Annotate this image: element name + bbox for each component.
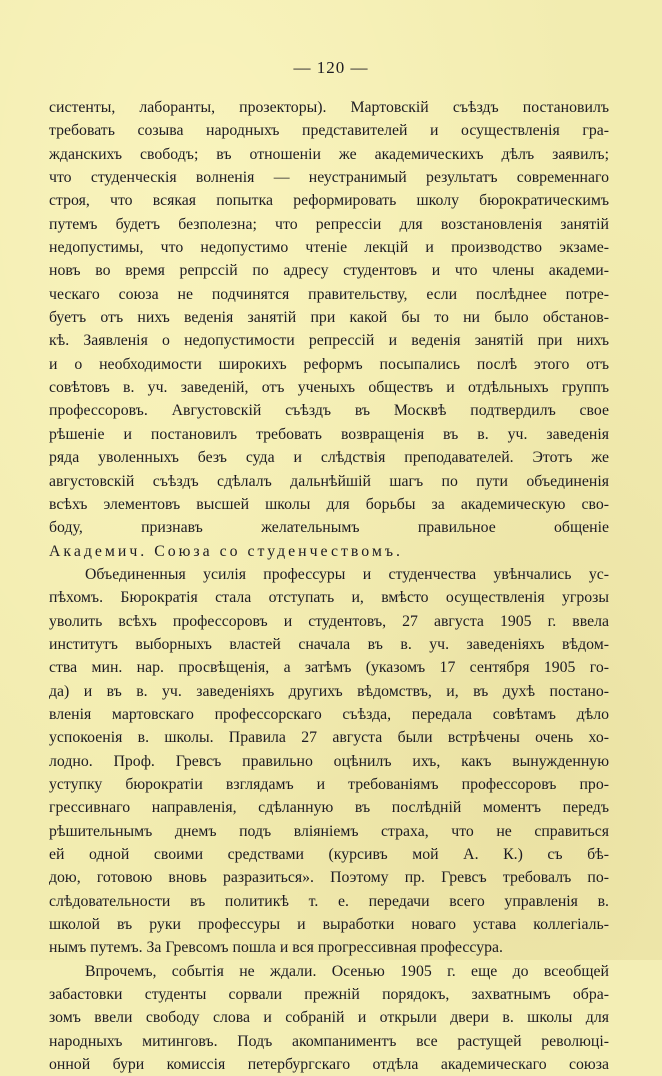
- text-line: ряда уволенныхъ безъ суда и слѣдствія преподавателей. Этотъ же: [49, 449, 609, 467]
- text-line: успокоенія в. школы. Правила 27 августа были встрѣчены очень хо-: [49, 729, 609, 747]
- text-line: забастовки студенты сорвали прежній порядокъ, захватнымъ обра-: [49, 986, 609, 1004]
- text-line: зомъ ввели свободу слова и собраній и открыли двери в. школы для: [49, 1009, 609, 1027]
- text-line: Объединенныя усилія профессуры и студенчества увѣнчались ус-: [85, 565, 609, 583]
- text-line: систенты, лаборанты, прозекторы). Мартовскій съѣздъ постановилъ: [49, 99, 609, 116]
- text-line: что студенческія волненія — неустранимый результатъ современнаго: [49, 169, 609, 187]
- text-line: августовскій съѣздъ сдѣлалъ дальнѣйшій шагъ по пути объединенія: [49, 472, 609, 490]
- text-line: рѣшительнымъ днемъ подъ вліяніемъ страха, что не справиться: [49, 822, 609, 840]
- body-text: [49, 96, 609, 1076]
- text-line: совѣтовъ в. уч. заведеній, отъ ученыхъ обществъ и отдѣльныхъ группъ: [49, 379, 609, 397]
- text-line: строя, что всякая попытка реформировать школу бюрократическимъ: [49, 192, 609, 210]
- text-line: жданскихъ свободъ; въ отношеніи же академическихъ дѣлъ заявилъ;: [49, 145, 609, 163]
- text-line: да) и въ в. уч. заведеніяхъ другихъ вѣдомствъ, и, въ духѣ постано-: [49, 682, 609, 700]
- text-line: новъ во время репрссій по адресу студентовъ и что члены академи-: [49, 262, 609, 280]
- text-line: ческаго союза не подчинятся правительству, если послѣднее потре-: [49, 285, 609, 303]
- text-line: Академич. Союза со студенчествомъ.: [49, 542, 403, 560]
- text-line: грессивнаго направленія, сдѣланную въ послѣдній моментъ передъ: [49, 799, 609, 817]
- text-line: профессоровъ. Августовскій съѣздъ въ Москвѣ подтвердилъ свое: [49, 402, 609, 420]
- text-line: школой въ руки профессуры и выработки новаго устава коллегіаль-: [49, 916, 609, 934]
- text-line: уволить всѣхъ профессоровъ и студентовъ, 27 августа 1905 г. ввела: [49, 612, 609, 630]
- text-line: боду, признавъ желательнымъ правильное общеніе: [49, 519, 609, 537]
- text-line: ей одной своими средствами (курсивъ мой А. К.) съ бѣ-: [49, 846, 609, 863]
- text-line: буетъ отъ нихъ веденія занятій при какой бы то ни было обстанов-: [49, 309, 609, 327]
- page-number: — 120 —: [293, 58, 369, 77]
- text-line: всѣхъ элементовъ высшей школы для борьбы за академическую сво-: [49, 495, 609, 513]
- text-line: и о необходимости широкихъ реформъ посыпались послѣ этого отъ: [49, 355, 609, 373]
- text-line: рѣшеніе и постановилъ требовать возвращенія въ в. уч. заведенія: [49, 425, 609, 443]
- text-line: недопустимы, что недопустимо чтеніе лекцій и производство экзаме-: [49, 239, 609, 257]
- text-line: институтъ выборныхъ властей сначала въ в. уч. заведеніяхъ вѣдом-: [49, 635, 609, 653]
- text-line: народныхъ митинговъ. Подъ акомпаниментъ все растущей революці-: [49, 1032, 609, 1050]
- text-line: слѣдовательности въ политикѣ т. е. передачи всего управленія в.: [49, 892, 609, 910]
- text-line: ства мин. нар. просвѣщенія, а затѣмъ (указомъ 17 сентября 1905 го-: [49, 659, 609, 677]
- text-line: лодно. Проф. Гревсъ правильно оцѣнилъ ихъ, какъ вынужденную: [49, 752, 609, 770]
- text-line: путемъ будетъ безполезна; что репрессіи для возстановленія занятій: [49, 215, 609, 233]
- text-line: уступку бюрократіи взглядамъ и требованіямъ профессоровъ про-: [49, 775, 609, 793]
- text-line: нымъ путемъ. За Гревсомъ пошла и вся прогрессивная профессура.: [49, 939, 503, 957]
- text-line: дою, готовою вновь разразиться». Поэтому пр. Гревсъ требовалъ по-: [49, 869, 609, 887]
- text-line: требовать созыва народныхъ представителей и осуществленія гра-: [49, 122, 609, 140]
- text-line: кѣ. Заявленія о недопустимости репрессій и веденія занятій при нихъ: [49, 332, 609, 350]
- text-line: пѣхомъ. Бюрократія стала отступать и, вмѣсто осуществленія угрозы: [49, 589, 609, 607]
- text-line: вленія мартовскаго профессорскаго съѣзда, передала совѣтамъ дѣло: [49, 705, 609, 723]
- text-line: онной бури комиссія петербургскаго отдѣла академическаго союза: [49, 1056, 609, 1074]
- text-line: Впрочемъ, событія не ждали. Осенью 1905 г. еще до всеобщей: [85, 962, 609, 980]
